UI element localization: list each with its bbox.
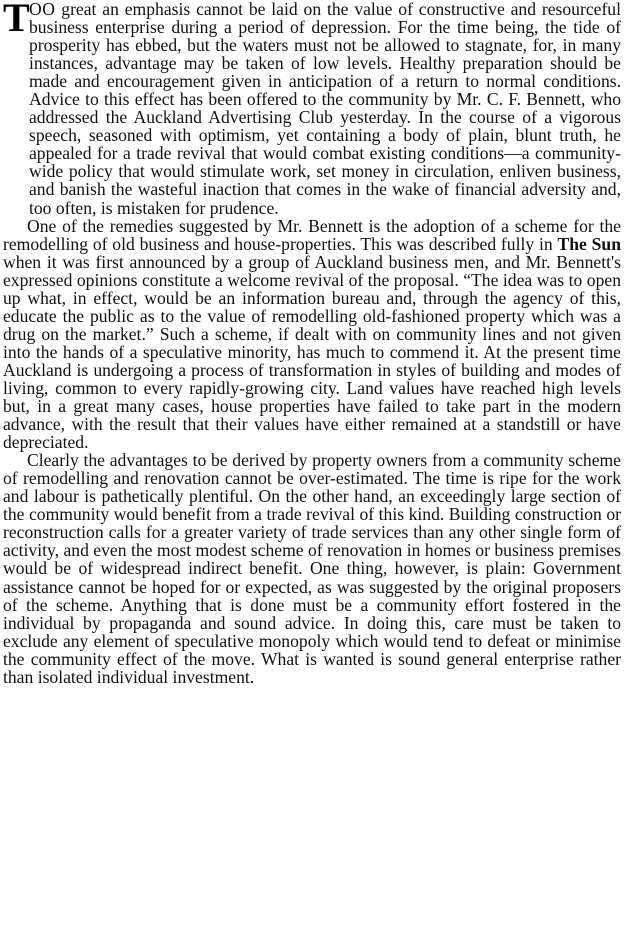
paragraph-2-after: when it was first announced by a group of Auckland business men, and Mr. Bennett's expressed opinions constitute a welcome revival of the proposal. “The idea was to open up what, in effect, would be an information bureau and, through the agency of this, educate the public as to the value of remodelling old-fashioned property which was a drug on the market.” Such a scheme, if dealt with on community lines and not given into the hands of a speculative minority, has much to commend it. At the present time Auckland is undergoing a process of transformation in styles of building and modes of living, common to every rapidly-growing city. Land values have reached high levels but, in a great many cases, house properties have failed to take part in the modern advance, with the result that their values have either remained at a standstill or have depreciated. <box>3 251 621 453</box>
paragraph-2-before: One of the remedies suggested by Mr. Bennett is the adoption of a scheme for the remodelling of old business and house-properties. This was described fully in <box>3 215 621 254</box>
paragraph-2 <box>3 217 621 452</box>
paragraph-1 <box>3 0 621 217</box>
drop-cap: T <box>3 0 30 40</box>
paragraph-1-body: great an emphasis cannot be laid on the value of constructive and resourceful business enterprise during a period of depression. For the time being, the tide of prosperity has ebbed, but the waters must not be allowed to stagnate, for, in many instances, advantage may be taken of low levels. Healthy preparation should be made and encouragement given in anticipation of a return to normal conditions. Advice to this effect has been offered to the community by Mr. C. F. Bennett, who addressed the Auckland Advertising Club yesterday. In the course of a vigorous speech, seasoned with optimism, yet containing a body of plain, blunt truth, he appealed for a trade revival that would combat existing conditions—a community-wide policy that would stimulate work, set money in circulation, enliven business, and banish the wasteful inaction that comes in the wake of financial adversity and, too often, is mistaken for prudence. <box>29 0 621 218</box>
lead-word: OO <box>29 0 56 19</box>
newspaper-name: The Sun <box>557 233 621 254</box>
editorial-column <box>3 0 621 686</box>
paragraph-1-text <box>3 0 621 217</box>
paragraph-3: Clearly the advantages to be derived by property owners from a community scheme of remodelling and renovation cannot be over-estimated. The time is ripe for the work and labour is pathetically plentiful. On the other hand, an exceedingly large section of the community would benefit from a trade revival of this kind. Building construction or reconstruction calls for a greater variety of trade services than any other single form of activity, and even the most modest scheme of renovation in homes or business premises would be of widespread indirect benefit. One thing, however, is plain: Government assistance cannot be hoped for or expected, as was suggested by the original proposers of the scheme. Anything that is done must be a community effort fostered in the individual by propaganda and sound advice. In doing this, care must be taken to exclude any element of speculative monopoly which would tend to defeat or minimise the community effect of the move. What is wanted is sound general enterprise rather than isolated individual investment. <box>3 450 621 687</box>
